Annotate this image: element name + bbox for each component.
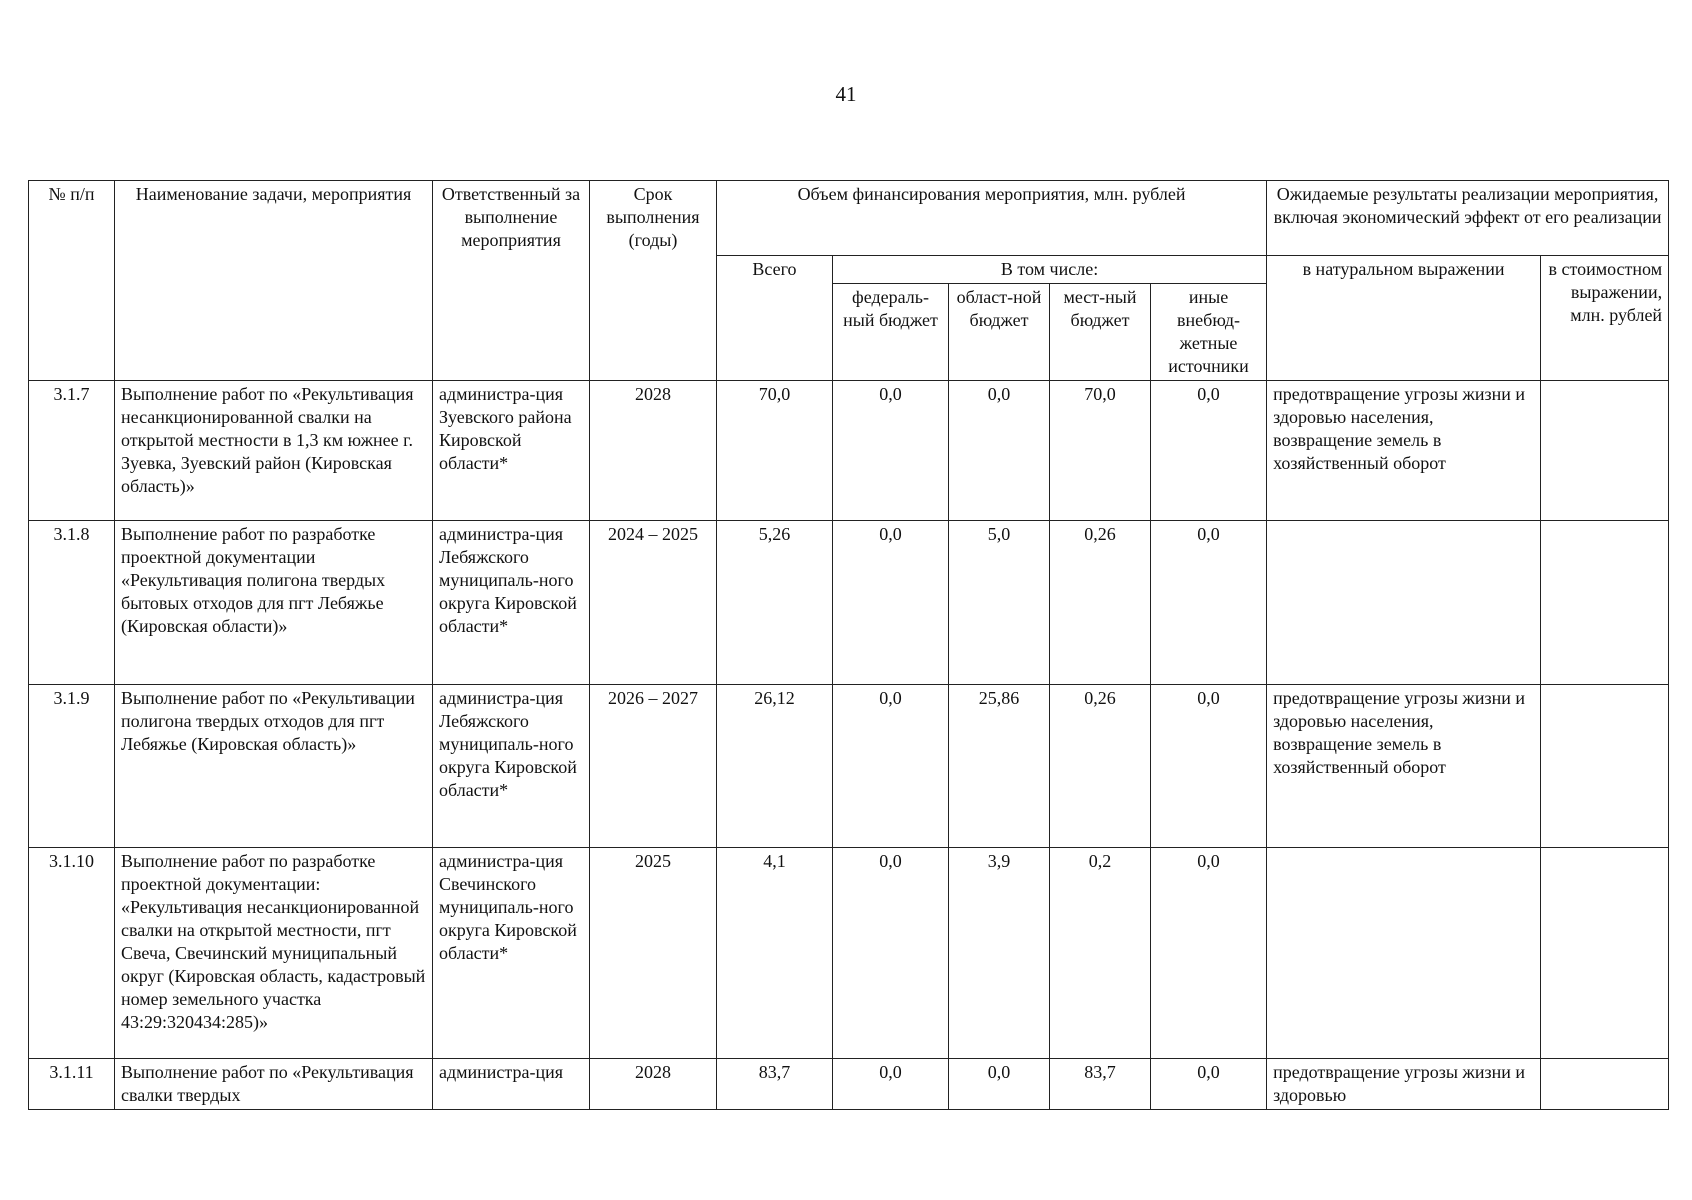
header-row	[29, 181, 1669, 256]
cell-local: 83,7	[1050, 1059, 1151, 1110]
cell-other: 0,0	[1151, 381, 1267, 521]
cell-num: 3.1.8	[29, 521, 115, 685]
col-header-other: иные внебюд-жетные источники	[1151, 284, 1267, 381]
col-header-total: Всего	[717, 256, 833, 381]
cell-responsible: администра-ция Зуевского района Кировской области*	[433, 381, 590, 521]
cell-name: Выполнение работ по «Рекультивация свалки твердых	[115, 1059, 433, 1110]
cell-other: 0,0	[1151, 685, 1267, 848]
table-row	[29, 521, 1669, 685]
cell-local: 70,0	[1050, 381, 1151, 521]
cell-name: Выполнение работ по разработке проектной документации «Рекультивация полигона твердых бытовых отходов для пгт Лебяжье (Кировская области)»	[115, 521, 433, 685]
col-header-term: Срок выполнения (годы)	[590, 181, 717, 381]
page-number: 41	[835, 82, 857, 106]
cell-total: 5,26	[717, 521, 833, 685]
cell-num: 3.1.10	[29, 848, 115, 1059]
cell-regional: 25,86	[949, 685, 1050, 848]
cell-natural: предотвращение угрозы жизни и здоровью населения, возвращение земель в хозяйственный оборот	[1267, 381, 1541, 521]
cell-name: Выполнение работ по разработке проектной документации: «Рекультивация несанкционированной свалки на открытой местности, пгт Свеча, Свечинский муниципальный округ (Кировская область, кадастровый номер земельного участка 43:29:320434:285)»	[115, 848, 433, 1059]
cell-term: 2024 – 2025	[590, 521, 717, 685]
col-header-funding: Объем финансирования мероприятия, млн. рублей	[717, 181, 1267, 256]
funding-table	[28, 180, 1669, 1110]
col-header-responsible: Ответственный за выполнение мероприятия	[433, 181, 590, 381]
cell-name: Выполнение работ по «Рекультивация несанкционированной свалки на открытой местности в 1,3 км южнее г. Зуевка, Зуевский район (Кировская область)»	[115, 381, 433, 521]
cell-other: 0,0	[1151, 521, 1267, 685]
cell-num: 3.1.9	[29, 685, 115, 848]
cell-local: 0,2	[1050, 848, 1151, 1059]
cell-natural: предотвращение угрозы жизни и здоровью	[1267, 1059, 1541, 1110]
cell-natural	[1267, 521, 1541, 685]
cell-cost	[1541, 1059, 1669, 1110]
cell-term: 2026 – 2027	[590, 685, 717, 848]
cell-cost	[1541, 381, 1669, 521]
cell-federal: 0,0	[833, 848, 949, 1059]
cell-federal: 0,0	[833, 381, 949, 521]
col-header-name: Наименование задачи, мероприятия	[115, 181, 433, 381]
cell-responsible: администра-ция Лебяжского муниципаль-ного округа Кировской области*	[433, 521, 590, 685]
cell-term: 2028	[590, 1059, 717, 1110]
cell-responsible: администра-ция Лебяжского муниципаль-ного округа Кировской области*	[433, 685, 590, 848]
cell-cost	[1541, 521, 1669, 685]
cell-cost	[1541, 848, 1669, 1059]
col-header-results: Ожидаемые результаты реализации мероприятия, включая экономический эффект от его реализации	[1267, 181, 1669, 256]
cell-term: 2028	[590, 381, 717, 521]
cell-natural	[1267, 848, 1541, 1059]
cell-local: 0,26	[1050, 521, 1151, 685]
cell-cost	[1541, 685, 1669, 848]
cell-federal: 0,0	[833, 1059, 949, 1110]
cell-total: 26,12	[717, 685, 833, 848]
cell-responsible: администра-ция Свечинского муниципаль-ного округа Кировской области*	[433, 848, 590, 1059]
cell-total: 70,0	[717, 381, 833, 521]
cell-regional: 0,0	[949, 381, 1050, 521]
col-header-including: В том числе:	[833, 256, 1267, 284]
col-header-federal: федераль-ный бюджет	[833, 284, 949, 381]
col-header-natural: в натуральном выражении	[1267, 256, 1541, 381]
cell-federal: 0,0	[833, 685, 949, 848]
col-header-cost: в стоимостном выражении, млн. рублей	[1541, 256, 1669, 381]
cell-responsible: администра-ция	[433, 1059, 590, 1110]
table-row	[29, 685, 1669, 848]
cell-other: 0,0	[1151, 1059, 1267, 1110]
cell-regional: 5,0	[949, 521, 1050, 685]
cell-other: 0,0	[1151, 848, 1267, 1059]
cell-num: 3.1.11	[29, 1059, 115, 1110]
cell-name: Выполнение работ по «Рекультивации полигона твердых отходов для пгт Лебяжье (Кировская область)»	[115, 685, 433, 848]
col-header-num: № п/п	[29, 181, 115, 381]
cell-num: 3.1.7	[29, 381, 115, 521]
table-row	[29, 1059, 1669, 1110]
cell-regional: 0,0	[949, 1059, 1050, 1110]
cell-regional: 3,9	[949, 848, 1050, 1059]
col-header-local: мест-ный бюджет	[1050, 284, 1151, 381]
col-header-regional: област-ной бюджет	[949, 284, 1050, 381]
cell-natural: предотвращение угрозы жизни и здоровью населения, возвращение земель в хозяйственный оборот	[1267, 685, 1541, 848]
cell-total: 4,1	[717, 848, 833, 1059]
cell-local: 0,26	[1050, 685, 1151, 848]
cell-total: 83,7	[717, 1059, 833, 1110]
table-row	[29, 848, 1669, 1059]
cell-term: 2025	[590, 848, 717, 1059]
cell-federal: 0,0	[833, 521, 949, 685]
table-row	[29, 381, 1669, 521]
